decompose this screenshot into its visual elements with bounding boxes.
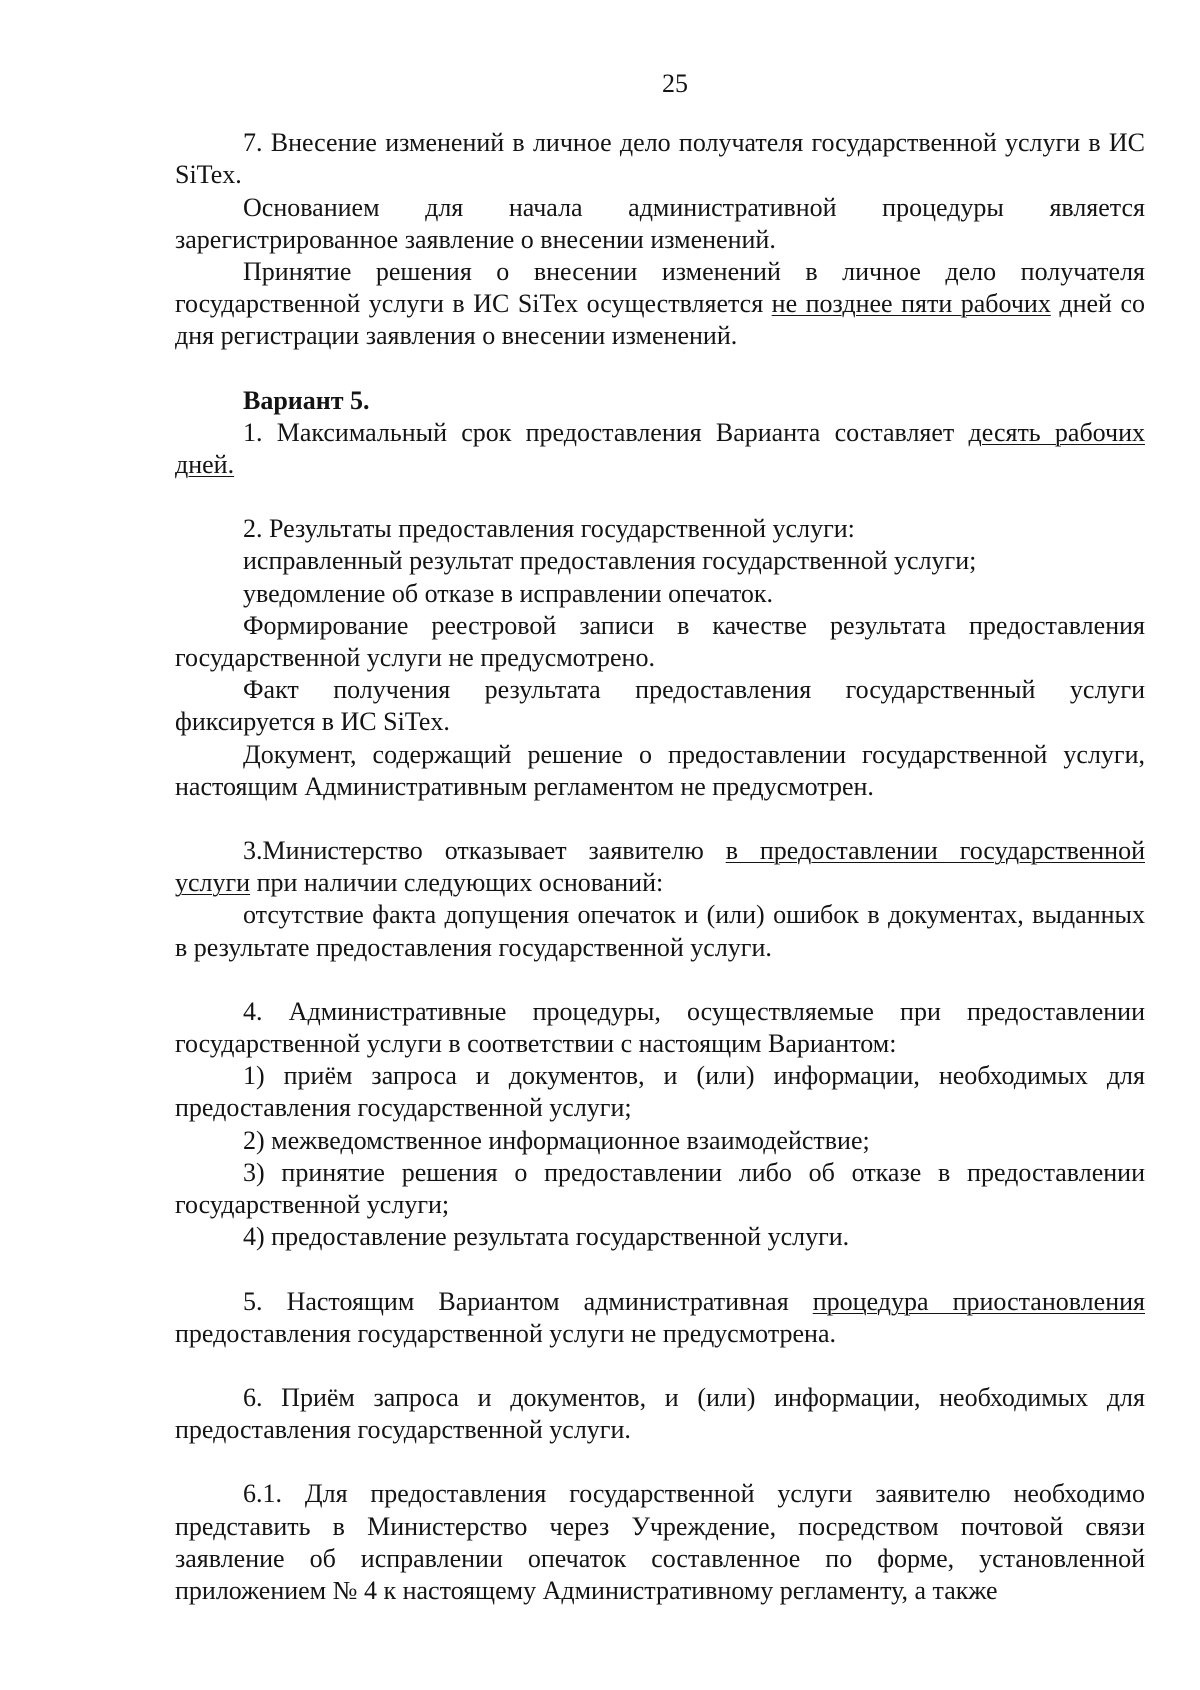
paragraph-procedure-4: 4) предоставление результата государственной услуги. bbox=[243, 1222, 850, 1252]
underlined-refusal: в предоставлении государственной услуги bbox=[175, 836, 1146, 898]
paragraph-7: 7. Внесение изменений в личное дело получателя государственной услуги в ИС SiTex. bbox=[175, 128, 1145, 190]
variant-heading: Вариант 5. bbox=[243, 385, 370, 415]
spacer bbox=[175, 1446, 1145, 1478]
paragraph-max-term bbox=[175, 417, 1145, 481]
paragraph-reception: 6. Приём запроса и документов, и (или) информации, необходимых для предоставления государственной услуги. bbox=[175, 1382, 1145, 1445]
spacer bbox=[175, 353, 1145, 385]
spacer bbox=[175, 481, 1145, 513]
spacer bbox=[175, 803, 1145, 835]
paragraph-decision-text-b: дней со дня регистрации заявления о внесении изменений. bbox=[175, 289, 1145, 351]
spacer bbox=[175, 964, 1145, 996]
paragraph-procedure-3: 3) принятие решения о предоставлении либо об отказе в предоставлении государственной услуги; bbox=[175, 1157, 1145, 1220]
paragraph-max-term-text: 1. Максимальный срок предоставления Варианта составляет bbox=[243, 417, 969, 447]
spacer bbox=[175, 1254, 1145, 1286]
paragraph-decision bbox=[175, 256, 1145, 353]
paragraph-suspension-text-a: 5. Настоящим Вариантом административная bbox=[243, 1286, 813, 1316]
underlined-deadline: не позднее пяти рабочих bbox=[771, 289, 1051, 319]
paragraph-registry: Формирование реестровой записи в качестве результата предоставления государственной услуги не предусмотрено. bbox=[175, 610, 1145, 673]
paragraph-refusal-ground: отсутствие факта допущения опечаток и (или) ошибок в документах, выданных в результате предоставления государственной услуги. bbox=[175, 900, 1145, 962]
paragraph-decision-text-a: Принятие решения о внесении изменений в личное дело получателя государственной услуги в ИС SiTex осуществляется bbox=[175, 257, 1145, 319]
paragraph-basis: Основанием для начала административной процедуры является зарегистрированное заявление о внесении изменений. bbox=[175, 192, 1145, 254]
paragraph-results: 2. Результаты предоставления государственной услуги: bbox=[243, 514, 855, 544]
paragraph-procedure-1: 1) приём запроса и документов, и (или) информации, необходимых для предоставления государственной услуги; bbox=[175, 1061, 1145, 1123]
page-number: 25 bbox=[662, 69, 688, 98]
paragraph-result-notice: уведомление об отказе в исправлении опечаток. bbox=[243, 578, 774, 608]
paragraph-suspension-text-b: предоставления государственной услуги не предусмотрена. bbox=[175, 1318, 836, 1348]
paragraph-procedure-2: 2) межведомственное информационное взаимодействие; bbox=[243, 1125, 870, 1155]
paragraph-refusal-text-a: 3.Министерство отказывает заявителю bbox=[243, 836, 726, 866]
paragraph-document: Документ, содержащий решение о предоставлении государственной услуги, настоящим Административным регламентом не предусмотрен. bbox=[175, 739, 1145, 801]
paragraph-6-1: 6.1. Для предоставления государственной услуги заявителю необходимо представить в Министерство через Учреждение, посредством почтовой связи заявление об исправлении опечаток составленное по форме, установленной приложением № 4 к настоящему Административному регламенту, а также bbox=[175, 1479, 1145, 1605]
paragraph-refusal-text-b: при наличии следующих оснований: bbox=[250, 868, 664, 898]
underlined-term: десять рабочих дней. bbox=[175, 417, 1145, 480]
underlined-suspension: процедура приостановления bbox=[812, 1286, 1145, 1316]
paragraph-result-corrected: исправленный результат предоставления государственной услуги; bbox=[243, 546, 977, 576]
spacer bbox=[175, 1350, 1145, 1382]
paragraph-procedures: 4. Административные процедуры, осуществляемые при предоставлении государственной услуги в соответствии с настоящим Вариантом: bbox=[175, 996, 1145, 1059]
paragraph-suspension bbox=[175, 1286, 1145, 1350]
paragraph-refusal bbox=[175, 835, 1145, 899]
paragraph-fact: Факт получения результата предоставления государственный услуги фиксируется в ИС SiTex. bbox=[175, 675, 1145, 737]
